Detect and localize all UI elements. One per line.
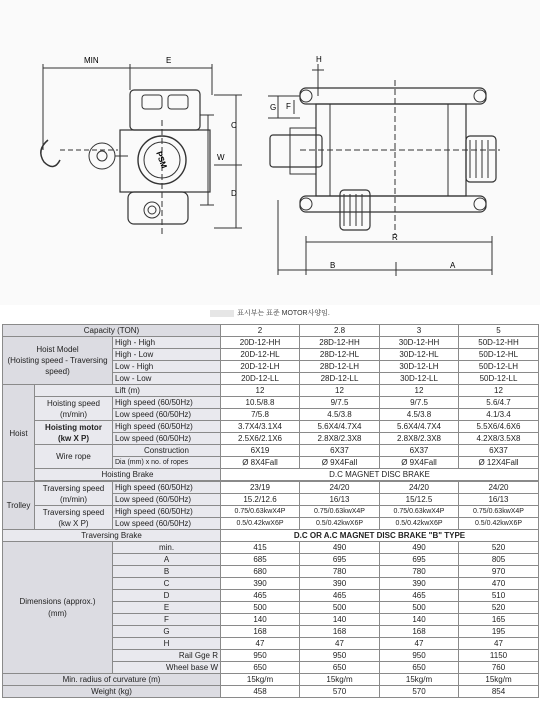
traversing-speed-low-label: Low speed (60/50Hz) [113,494,221,506]
cell: 0.75/0.63kwX4P [380,506,459,518]
dim-min-label: min. [113,542,221,554]
hoisting-speed-label: Hoisting speed [47,398,100,408]
cell: 500 [221,602,300,614]
cell: 9/7.5 [380,397,459,409]
psm-label: PSM [154,150,169,170]
weight-row [3,686,539,698]
cell: 0.5/0.42kwX6P [459,518,539,530]
cell: 570 [300,686,380,698]
cell: 5.6X4/4.7X4 [380,421,459,433]
cell: Ø 8X4Fall [221,457,300,469]
cell: 12 [380,385,459,397]
cell: 650 [300,662,380,674]
dimensions-label: Dimensions (approx.) [19,596,96,606]
cell: 6X19 [221,445,300,457]
capacity-3t: 3 [380,325,459,337]
cell: 470 [459,578,539,590]
dim-label-min: MIN [84,56,99,65]
traversing-brake-value: D.C OR A.C MAGNET DISC BRAKE "B" TYPE [221,530,539,542]
wire-rope-label: Wire rope [35,445,113,469]
traversing-brake-label: Traversing Brake [3,530,221,542]
cell: 10.5/8.8 [221,397,300,409]
cell: 28D-12-HL [300,349,380,361]
cell: 15.2/12.6 [221,494,300,506]
cell: 28D-12-LL [300,373,380,385]
weight-label: Weight (kg) [3,686,221,698]
dim-f-label: F [113,614,221,626]
cell: 7/5.8 [221,409,300,421]
traversing-speed-label-cell [35,482,113,506]
hoist-model-hh-label: High - High [113,337,221,349]
dim-c-label: C [113,578,221,590]
hoisting-motor-high-row [3,421,539,433]
cell: 28D-12-HH [300,337,380,349]
cell: 15kg/m [380,674,459,686]
cell: 47 [300,638,380,650]
cell: 0.75/0.63kwX4P [221,506,300,518]
cell: 680 [221,566,300,578]
cell: 15/12.5 [380,494,459,506]
hoisting-motor-low-label: Low speed (60/50Hz) [113,433,221,445]
cell: 650 [380,662,459,674]
technical-drawing [0,0,540,305]
cell: 23/19 [221,482,300,494]
cell: 760 [459,662,539,674]
traversing-motor-low-label: Low speed (60/50Hz) [113,518,221,530]
hoisting-motor-high-label: High speed (60/50Hz) [113,421,221,433]
hoisting-motor-label: Hoisting motor [45,422,102,432]
dim-label-b: B [330,261,336,270]
hoisting-speed-label-cell [35,397,113,421]
cell: 520 [459,602,539,614]
cell: 168 [221,626,300,638]
dim-g-label: G [113,626,221,638]
cell: 6X37 [459,445,539,457]
cell: 140 [380,614,459,626]
cell: 695 [380,554,459,566]
dim-wheel-base-label: Wheel base W [113,662,221,674]
traversing-speed-unit: (m/min) [59,494,88,504]
cell: 24/20 [300,482,380,494]
cell: 4.5/3.8 [300,409,380,421]
cell: 16/13 [300,494,380,506]
cell: 650 [221,662,300,674]
cell: 28D-12-LH [300,361,380,373]
traversing-motor-high-row [3,506,539,518]
trolley-group-label: Trolley [3,482,35,530]
traversing-speed-high-row [3,482,539,494]
cell: 195 [459,626,539,638]
capacity-label: Capacity (TON) [3,325,221,337]
cell: 20D-12-LH [221,361,300,373]
cell: 140 [300,614,380,626]
hoist-group-label: Hoist [3,385,35,482]
cell: 12 [300,385,380,397]
traversing-speed-label: Traversing speed [42,483,105,493]
cell: 854 [459,686,539,698]
cell: 390 [221,578,300,590]
dim-label-a: A [450,261,456,270]
cell: 2.5X6/2.1X6 [221,433,300,445]
hoisting-motor-unit: (kw X P) [57,433,90,443]
cell: 4.1/3.4 [459,409,539,421]
dim-b-label: B [113,566,221,578]
cell: 465 [300,590,380,602]
radius-label: Min. radius of curvature (m) [3,674,221,686]
cell: 30D-12-HH [380,337,459,349]
cell: 695 [300,554,380,566]
cell: 4.5/3.8 [380,409,459,421]
wire-construction-label: Construction [113,445,221,457]
hoisting-motor-label-cell [35,421,113,445]
lift-row [3,385,539,397]
hoisting-speed-high-label: High speed (60/50Hz) [113,397,221,409]
dimensions-unit: (mm) [48,608,67,618]
cell: Ø 9X4Fall [380,457,459,469]
cell: 490 [300,542,380,554]
cell: 47 [221,638,300,650]
traversing-motor-label-cell [35,506,113,530]
standard-motor-note [0,308,540,318]
cell: Ø 9X4Fall [300,457,380,469]
cell: 390 [380,578,459,590]
cell: 520 [459,542,539,554]
dimensions-label-cell [3,542,113,674]
cell: 20D-12-HH [221,337,300,349]
hoisting-speed-unit: (m/min) [59,409,88,419]
traversing-motor-high-label: High speed (60/50Hz) [113,506,221,518]
traversing-speed-high-label: High speed (60/50Hz) [113,482,221,494]
dim-row [3,542,539,554]
cell: Ø 12X4Fall [459,457,539,469]
cell: 465 [380,590,459,602]
dim-h-label: H [113,638,221,650]
cell: 20D-12-HL [221,349,300,361]
cell: 12 [459,385,539,397]
cell: 0.5/0.42kwX6P [221,518,300,530]
cell: 390 [300,578,380,590]
cell: 500 [380,602,459,614]
cell: 500 [300,602,380,614]
cell: 140 [221,614,300,626]
cell: 950 [380,650,459,662]
dim-label-g: G [270,103,277,112]
note-text: 표시부는 표준 MOTOR사양임. [237,310,330,317]
cell: 24/20 [380,482,459,494]
hoist-model-label-cell [3,337,113,385]
dim-e-label: E [113,602,221,614]
dim-label-r: R [392,233,398,242]
cell: 780 [380,566,459,578]
hoisting-speed-low-label: Low speed (60/50Hz) [113,409,221,421]
wire-construction-row [3,445,539,457]
hoisting-brake-label: Hoisting Brake [35,469,221,481]
cell: 1150 [459,650,539,662]
cell: 510 [459,590,539,602]
traversing-motor-label: Traversing speed [42,507,105,517]
dim-rail-gauge-label: Rail Gge R [113,650,221,662]
dim-label-d: D [231,189,237,198]
cell: 0.5/0.42kwX6P [300,518,380,530]
cell: 12 [221,385,300,397]
cell: 6X37 [380,445,459,457]
dim-label-w: W [217,153,225,162]
dim-d-label: D [113,590,221,602]
cell: 168 [380,626,459,638]
cell: 168 [300,626,380,638]
hoist-model-label: Hoist Model [36,345,79,354]
capacity-row [3,325,539,337]
cell: 570 [380,686,459,698]
note-blank-mark [210,310,234,317]
cell: 780 [300,566,380,578]
cell: 47 [459,638,539,650]
dim-label-h: H [316,55,322,64]
cell: 15kg/m [221,674,300,686]
cell: 165 [459,614,539,626]
cell: 3.7X4/3.1X4 [221,421,300,433]
cell: 0.75/0.63kwX4P [300,506,380,518]
wire-dia-label: Dia (mm) x no. of ropes [113,457,221,469]
cell: 20D-12-LL [221,373,300,385]
capacity-2-8t: 2.8 [300,325,380,337]
cell: 9/7.5 [300,397,380,409]
cell: 2.8X8/2.3X8 [380,433,459,445]
dim-label-e: E [166,56,172,65]
cell: 5.6/4.7 [459,397,539,409]
cell: 5.5X6/4.6X6 [459,421,539,433]
capacity-5t: 5 [459,325,539,337]
dim-a-label: A [113,554,221,566]
hoist-model-row-1 [3,337,539,349]
hoist-model-ll-label: Low - Low [113,373,221,385]
cell: 50D-12-HL [459,349,539,361]
hoisting-brake-row [3,469,539,481]
cell: 950 [221,650,300,662]
cell: 2.8X8/2.3X8 [300,433,380,445]
dim-label-f: F [286,102,291,111]
cell: 0.75/0.63kwX4P [459,506,539,518]
spec-table [2,324,539,698]
cell: 47 [380,638,459,650]
cell: 30D-12-LL [380,373,459,385]
cell: 50D-12-LH [459,361,539,373]
cell: 50D-12-HH [459,337,539,349]
cell: 685 [221,554,300,566]
hoist-model-hl-label: High - Low [113,349,221,361]
cell: 0.5/0.42kwX6P [380,518,459,530]
cell: 24/20 [459,482,539,494]
cell: 4.2X8/3.5X8 [459,433,539,445]
cell: 465 [221,590,300,602]
cell: 970 [459,566,539,578]
hoisting-brake-value: D.C MAGNET DISC BRAKE [221,469,539,481]
cell: 30D-12-LH [380,361,459,373]
cell: 415 [221,542,300,554]
traversing-brake-row [3,530,539,542]
dim-label-c: C [231,121,237,130]
cell: 950 [300,650,380,662]
radius-row [3,674,539,686]
cell: 15kg/m [300,674,380,686]
capacity-2t: 2 [221,325,300,337]
hoist-model-lh-label: Low - High [113,361,221,373]
cell: 458 [221,686,300,698]
hoist-drawing-svg [0,0,540,305]
cell: 805 [459,554,539,566]
cell: 490 [380,542,459,554]
cell: 6X37 [300,445,380,457]
cell: 30D-12-HL [380,349,459,361]
lift-label: Lift (m) [35,385,221,397]
cell: 5.6X4/4.7X4 [300,421,380,433]
hoist-model-sub: (Hoisting speed - Traversing speed) [7,356,108,376]
hoisting-speed-high-row [3,397,539,409]
traversing-motor-unit: (kw X P) [58,518,89,528]
cell: 16/13 [459,494,539,506]
cell: 50D-12-LL [459,373,539,385]
cell: 15kg/m [459,674,539,686]
